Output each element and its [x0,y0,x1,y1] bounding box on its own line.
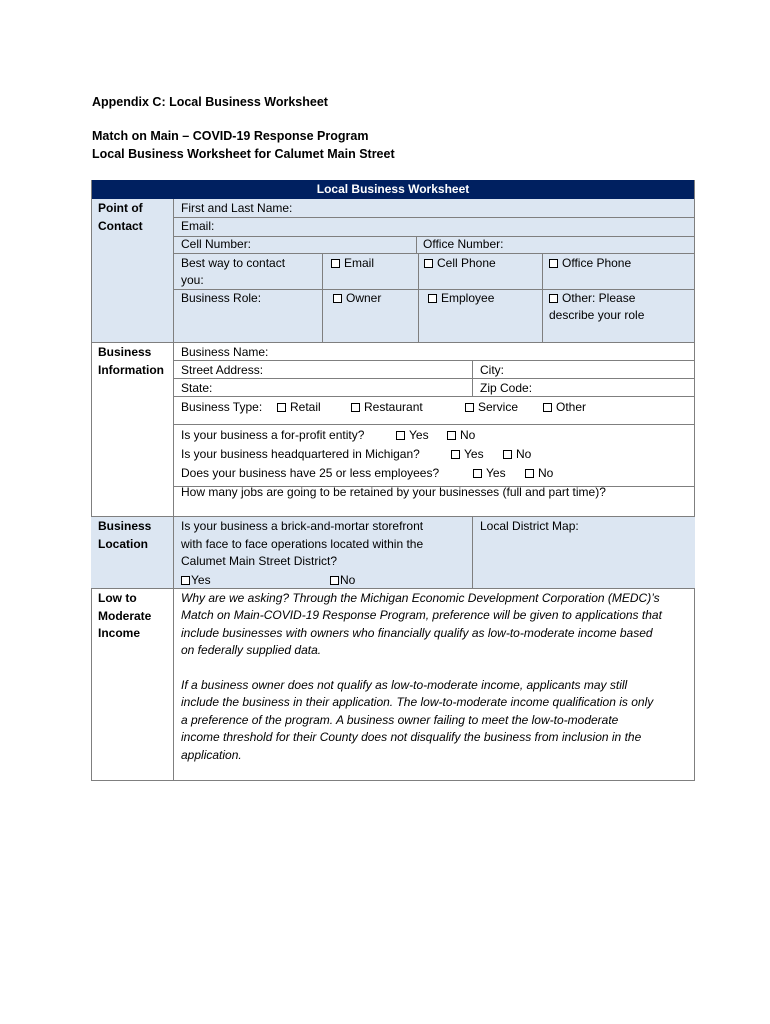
street-address-field-label[interactable]: Street Address: [181,363,264,377]
checkbox-icon[interactable] [424,259,433,268]
checkbox-icon[interactable] [549,259,558,268]
checkbox-icon[interactable] [549,294,558,303]
employees-question: Does your business have 25 or less employees? [181,466,440,480]
table-header: Local Business Worksheet [91,180,695,199]
headquarters-no-option[interactable]: No [503,446,531,463]
type-other-option[interactable]: Other [543,399,586,416]
checkbox-icon[interactable] [428,294,437,303]
business-role-label: Business Role: [181,291,262,305]
employees-yes-option[interactable]: Yes [473,465,506,482]
checkbox-icon[interactable] [333,294,342,303]
income-explanation-paragraph-2: If a business owner does not qualify as low-to-moderate income, applicants may still include the business in their application. The low-to-moderate income qualification is only a preference of the program. A business owner failing to meet the low-to-moderate income threshold for their County does not disqualify the business from inclusion in the application. [181,678,654,762]
type-service-option[interactable]: Service [465,399,518,416]
storefront-question: Is your business a brick-and-mortar storefront with face to face operations located within the Calumet Main Street District? [181,519,424,568]
contact-office-option[interactable]: Office Phone [549,255,631,272]
income-explanation-paragraph-1: Why are we asking? Through the Michigan Economic Development Corporation (MEDC)’s Match on Main-COVID-19 Response Program, preference will be given to applications that include businesses with owners who financially qualify as low-to-moderate income based on federally supplied data. [181,591,662,658]
checkbox-icon[interactable] [331,259,340,268]
email-field-label[interactable]: Email: [181,219,215,233]
checkbox-icon[interactable] [451,450,460,459]
checkbox-icon[interactable] [447,431,456,440]
best-way-label: Best way to contact you: [181,256,286,287]
for-profit-question: Is your business a for-profit entity? [181,428,365,442]
business-type-label: Business Type: [181,400,263,414]
checkbox-icon[interactable] [277,403,286,412]
employees-no-option[interactable]: No [525,465,553,482]
role-owner-option[interactable]: Owner [333,290,381,307]
headquarters-yes-option[interactable]: Yes [451,446,484,463]
office-number-field-label[interactable]: Office Number: [423,237,504,251]
business-location-label: Business Location [98,519,152,551]
low-moderate-income-label: Low to Moderate Income [98,591,152,640]
city-field-label[interactable]: City: [480,363,504,377]
local-district-map-label: Local District Map: [480,519,579,533]
headquarters-question: Is your business headquartered in Michigan? [181,447,420,461]
cell-number-field-label[interactable]: Cell Number: [181,237,252,251]
checkbox-icon[interactable] [525,469,534,478]
contact-label: Point of Contact [98,201,143,233]
role-other-option[interactable]: Other: Please describe your role [549,291,645,322]
contact-email-option[interactable]: Email [331,255,374,272]
name-field-label[interactable]: First and Last Name: [181,201,293,215]
for-profit-no-option[interactable]: No [447,427,475,444]
type-retail-option[interactable]: Retail [277,399,321,416]
checkbox-icon[interactable] [503,450,512,459]
type-restaurant-option[interactable]: Restaurant [351,399,423,416]
contact-cell-option[interactable]: Cell Phone [424,255,496,272]
checkbox-icon[interactable] [181,576,190,585]
zip-field-label[interactable]: Zip Code: [480,381,533,395]
appendix-title: Appendix C: Local Business Worksheet [92,95,328,109]
checkbox-icon[interactable] [330,576,339,585]
role-employee-option[interactable]: Employee [428,290,494,307]
checkbox-icon[interactable] [396,431,405,440]
checkbox-icon[interactable] [543,403,552,412]
storefront-no-option[interactable]: No [330,572,355,589]
jobs-retained-question[interactable]: How many jobs are going to be retained by your businesses (full and part time)? [181,485,606,499]
program-title: Match on Main – COVID-19 Response Program [92,129,369,143]
storefront-yes-option[interactable]: Yes [181,572,211,589]
for-profit-yes-option[interactable]: Yes [396,427,429,444]
worksheet-title: Local Business Worksheet for Calumet Main Street [92,147,395,161]
business-name-field-label[interactable]: Business Name: [181,345,269,359]
checkbox-icon[interactable] [465,403,474,412]
checkbox-icon[interactable] [351,403,360,412]
state-field-label[interactable]: State: [181,381,213,395]
checkbox-icon[interactable] [473,469,482,478]
business-info-label: Business Information [98,345,164,377]
